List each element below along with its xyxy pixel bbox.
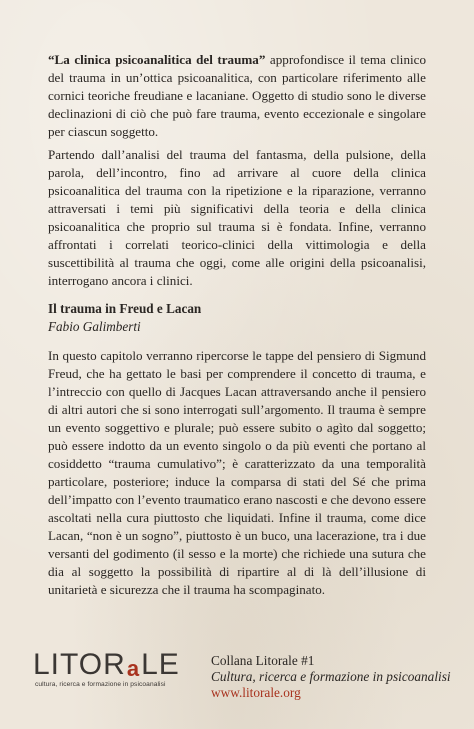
logo-word-accent: a <box>126 656 141 681</box>
chapter-abstract <box>48 347 426 599</box>
chapter-author: Fabio Galimberti <box>48 319 141 334</box>
publisher-logo <box>33 650 203 688</box>
book-title-quote: “La clinica psicoanalitica del trauma” <box>48 52 266 67</box>
logo-tagline: cultura, ricerca e formazione in psicoanalisi <box>35 681 166 688</box>
chapter-abstract-text: In questo capitolo verranno ripercorse le tappe del pensiero di Sigmund Freud, che ha gettato le basi per comprendere il concetto di trauma, e l’intreccio con quello di Jacques Lacan attraversando anche il pensiero di altri autori che si sono interrogati sull’argomento. Il trauma è sempre un evento soggettivo e plurale; può essere subito o agìto dal soggetto; può essere indotto da un evento singolo o da più eventi che portano al cosiddetto “trauma cumulativo”; è caratterizzato da una temporalità particolare, posteriore; induce la comparsa di stati del Sé che prima dell’impatto con l’evento traumatico erano nascosti e che devono essere ascoltati nella cura piuttosto che liquidati. Infine il trauma, come dice Lacan, “non è un sogno”, piuttosto è un buco, una lacerazione, tra i due versanti del godimento (il sesso e la morte) che richiede una sutura che dia al soggetto la possibilità di ripartire al di là dell’illusione di unitarietà e sicurezza che il trauma ha scompaginato. <box>48 348 426 597</box>
series-description: Cultura, ricerca e formazione in psicoanalisi <box>211 669 451 684</box>
series-info <box>211 653 451 701</box>
intro-paragraph-2 <box>48 146 426 290</box>
chapter-title: Il trauma in Freud e Lacan <box>48 301 202 316</box>
series-title: Collana Litorale #1 <box>211 653 315 668</box>
logo-word-start: LITOR <box>33 648 126 681</box>
intro-paragraph-1-text: approfondisce il tema clinico del trauma in un’ottica psicoanalitica, con particolare riferimento alle cornici teoriche freudiane e lacaniane. Oggetto di studio sono le diverse declinazioni di ciò che può fare trauma, evento eccezionale e singolare per ciascun soggetto. <box>48 52 426 139</box>
series-website-link[interactable]: www.litorale.org <box>211 685 301 700</box>
intro-paragraph-2-text: Partendo dall’analisi del trauma del fantasma, della pulsione, della parola, dell’incontro, fino ad arrivare al cuore della clinica psicoanalitica del trauma con la ripetizione e la riparazione, verranno attraversati i temi più significativi della teoria e della clinica psicoanalitica che proprio sul trauma si è fondata. Infine, verranno affrontati i correlati teorico-clinici della vittimologia e della suscettibilità al trauma che oggi, come alle origini della psicoanalisi, interrogano ancora i clinici. <box>48 147 426 288</box>
logo-wordmark <box>33 650 203 680</box>
intro-paragraph-1 <box>48 51 426 141</box>
logo-word-end: LE <box>141 648 180 681</box>
